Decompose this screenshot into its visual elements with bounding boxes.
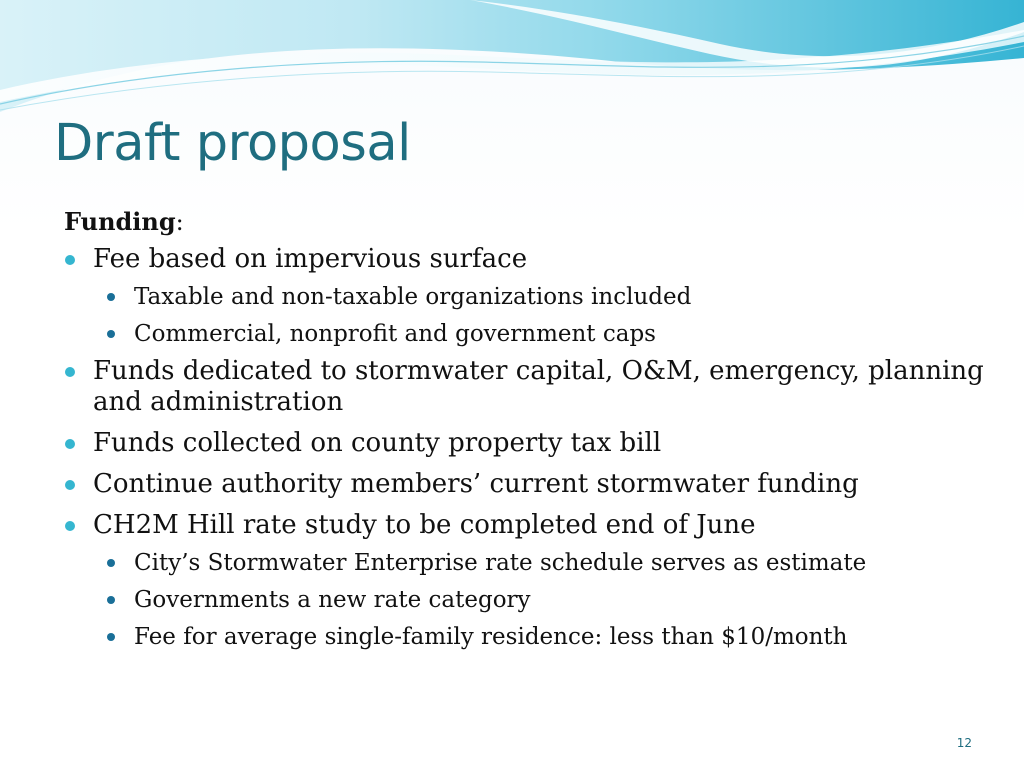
sub-bullet-list bbox=[105, 548, 984, 653]
sub-bullet-item bbox=[105, 319, 984, 350]
sub-bullet-dot-icon bbox=[107, 330, 115, 338]
bullet-item bbox=[64, 244, 984, 350]
header-wave-decoration bbox=[0, 0, 1024, 130]
bullet-text: Fee based on impervious surface bbox=[93, 244, 528, 274]
sub-bullet-text: Governments a new rate category bbox=[134, 587, 531, 613]
bullet-text: Funds collected on county property tax bill bbox=[93, 428, 662, 458]
bullet-text: Funds dedicated to stormwater capital, O&M, emergency, planning and administration bbox=[93, 356, 984, 417]
sub-bullet-dot-icon bbox=[107, 633, 115, 641]
sub-bullet-dot-icon bbox=[107, 559, 115, 567]
funding-colon: : bbox=[175, 208, 184, 236]
sub-bullet-text: Fee for average single-family residence: less than $10/month bbox=[134, 624, 848, 650]
bullet-text: CH2M Hill rate study to be completed end of June bbox=[93, 510, 756, 540]
bullet-item bbox=[64, 428, 984, 459]
bullet-dot-icon bbox=[65, 439, 75, 449]
page-number: 12 bbox=[956, 736, 972, 750]
sub-bullet-text: City’s Stormwater Enterprise rate schedule serves as estimate bbox=[134, 550, 867, 576]
sub-bullet-item bbox=[105, 622, 984, 653]
funding-label: Funding bbox=[64, 207, 176, 236]
bullet-item bbox=[64, 356, 984, 418]
sub-bullet-list bbox=[105, 282, 984, 350]
bullet-item bbox=[64, 510, 984, 653]
bullet-dot-icon bbox=[65, 480, 75, 490]
bullet-dot-icon bbox=[65, 367, 75, 377]
slide-content bbox=[64, 200, 984, 659]
sub-bullet-text: Commercial, nonprofit and government caps bbox=[134, 321, 656, 347]
funding-heading bbox=[64, 200, 984, 244]
bullet-dot-icon bbox=[65, 255, 75, 265]
bullet-text: Continue authority members’ current stormwater funding bbox=[93, 469, 859, 499]
sub-bullet-text: Taxable and non-taxable organizations included bbox=[134, 284, 692, 310]
sub-bullet-item bbox=[105, 548, 984, 579]
bullet-item bbox=[64, 469, 984, 500]
sub-bullet-dot-icon bbox=[107, 596, 115, 604]
slide-title: Draft proposal bbox=[54, 114, 411, 173]
sub-bullet-item bbox=[105, 282, 984, 313]
bullet-dot-icon bbox=[65, 521, 75, 531]
sub-bullet-dot-icon bbox=[107, 293, 115, 301]
sub-bullet-item bbox=[105, 585, 984, 616]
bullet-list bbox=[64, 244, 984, 653]
